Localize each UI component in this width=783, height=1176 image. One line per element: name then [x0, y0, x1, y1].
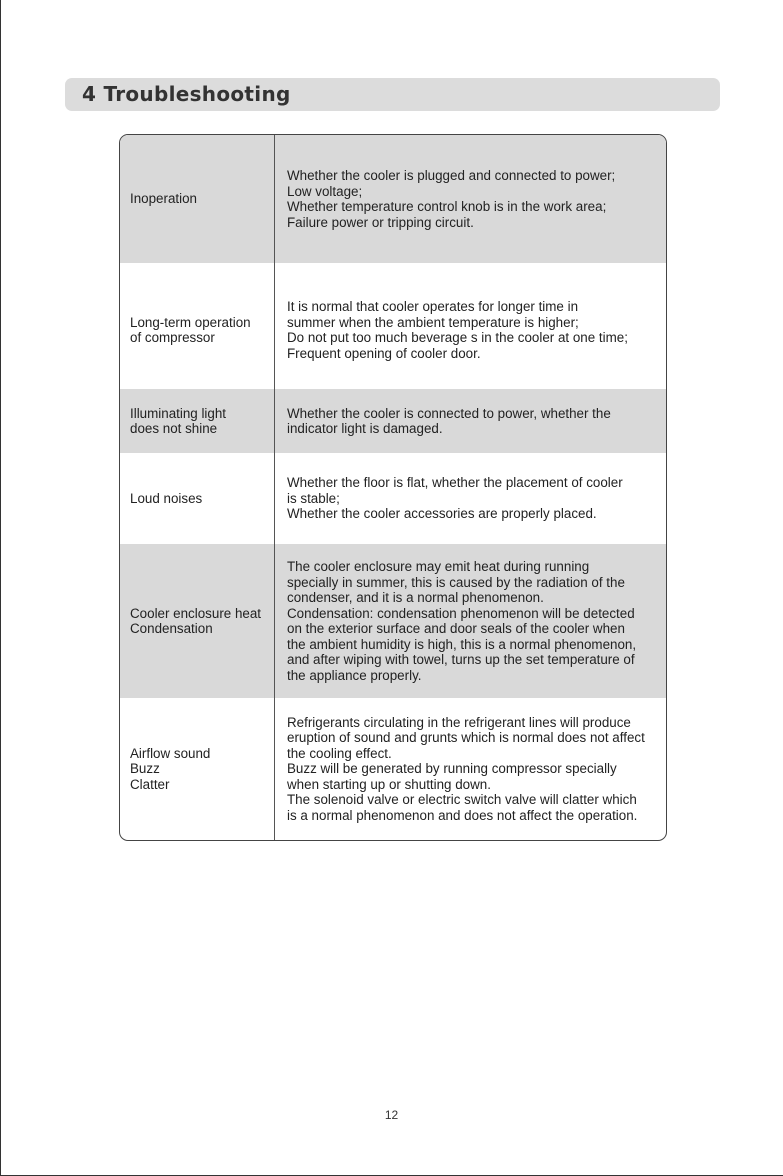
problem-label: Illuminating light does not shine	[130, 405, 227, 436]
problem-cell	[130, 389, 270, 453]
solution-text: Whether the cooler is plugged and connected to power; Low voltage; Whether temperature control knob is in the work area; Failure power or tripping circuit.	[287, 168, 616, 230]
problem-cell	[130, 698, 270, 840]
solution-text: Whether the floor is flat, whether the placement of cooler is stable; Whether the cooler accessories are properly placed.	[287, 475, 623, 522]
table-row	[120, 698, 666, 840]
problem-label: Cooler enclosure heat Condensation	[130, 605, 262, 636]
solution-cell	[287, 263, 663, 389]
solution-text: It is normal that cooler operates for longer time in summer when the ambient temperature is higher; Do not put too much beverage s in the cooler at one time; Frequent opening of cooler door.	[287, 299, 628, 361]
problem-cell	[130, 263, 270, 389]
solution-cell	[287, 453, 663, 544]
page-number: 12	[384, 1108, 399, 1122]
section-title: 4 Troubleshooting	[82, 82, 291, 106]
solution-text: The cooler enclosure may emit heat during running specially in summer, this is caused by the radiation of the condenser, and it is a normal phenomenon. Condensation: condensation phenomenon will be detected on the exterior surface and door seals of the cooler when the ambient humidity is high, this is a normal phenomenon, and after wiping with towel, turns up the set temperature of the appliance properly.	[287, 559, 637, 683]
problem-cell	[130, 453, 270, 544]
problem-label: Loud noises	[130, 490, 203, 506]
table-row	[120, 453, 666, 544]
problem-cell	[130, 544, 270, 698]
page-border-left	[0, 0, 1, 1176]
troubleshooting-table	[119, 134, 667, 841]
problem-cell	[130, 135, 270, 263]
solution-text: Refrigerants circulating in the refrigerant lines will produce eruption of sound and grunts which is normal does not affect the cooling effect. Buzz will be generated by running compressor specially when starting up or shutting down. The solenoid valve or electric switch valve will clatter which is a normal phenomenon and does not affect the operation.	[287, 714, 645, 823]
solution-text: Whether the cooler is connected to power, whether the indicator light is damaged.	[287, 405, 611, 436]
solution-cell	[287, 698, 663, 840]
table-row	[120, 135, 666, 263]
section-header	[65, 78, 720, 111]
column-divider	[274, 135, 275, 840]
solution-cell	[287, 389, 663, 453]
problem-label: Long-term operation of compressor	[130, 314, 251, 345]
problem-label: Inoperation	[130, 191, 198, 207]
solution-cell	[287, 135, 663, 263]
solution-cell	[287, 544, 663, 698]
table-row	[120, 544, 666, 698]
table-row	[120, 389, 666, 453]
table-row	[120, 263, 666, 389]
problem-label: Airflow sound Buzz Clatter	[130, 745, 211, 792]
